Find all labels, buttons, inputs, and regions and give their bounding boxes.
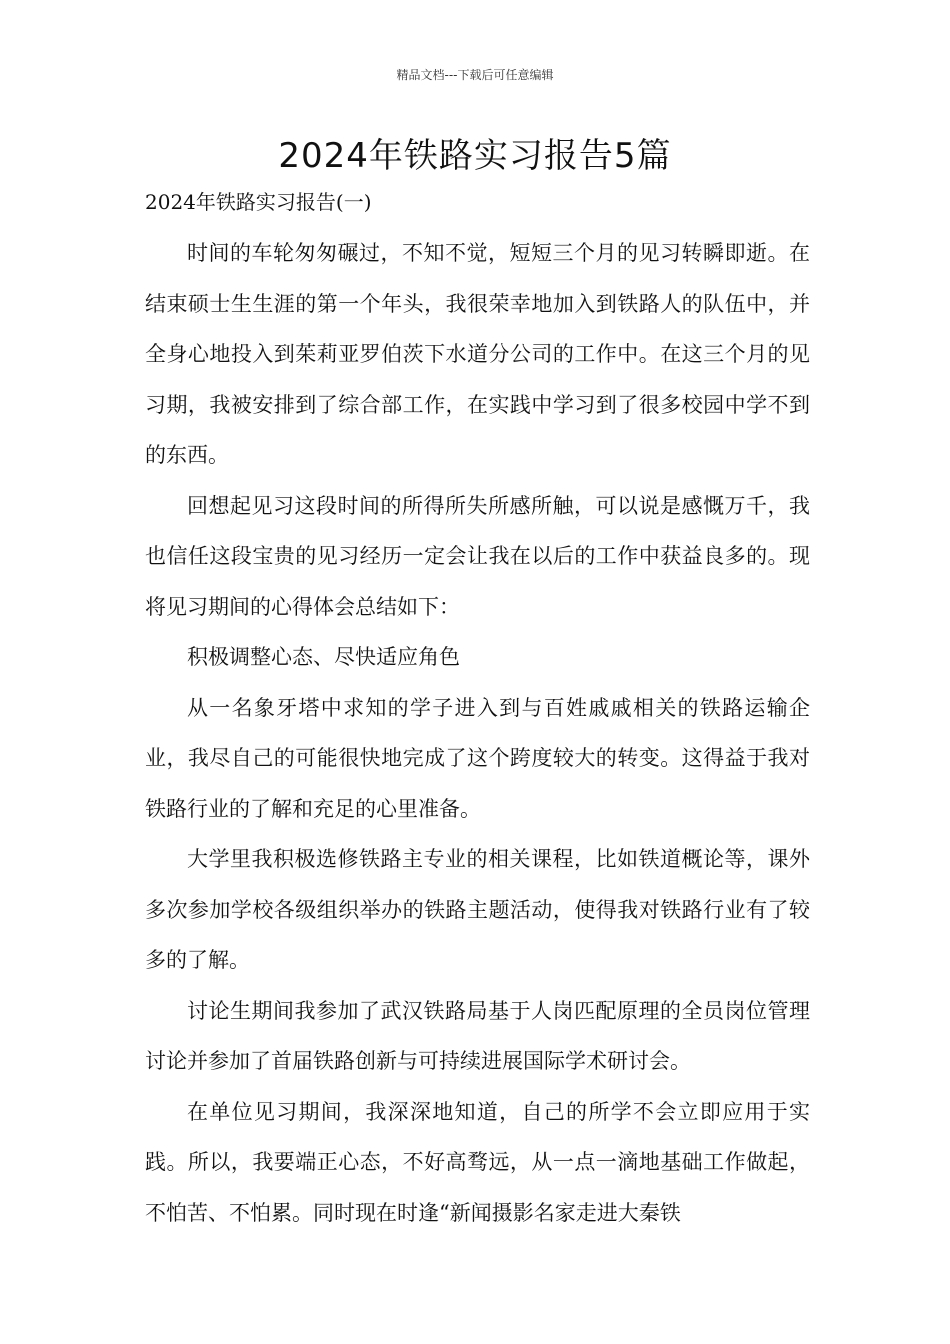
paragraph-2: 回想起见习这段时间的所得所失所感所触，可以说是感慨万千，我也信任这段宝贵的见习经历一定会让我在以后的工作中获益良多的。现将见习期间的心得体会总结如下： xyxy=(145,493,810,619)
section-subtitle: 2024年铁路实习报告(一) xyxy=(145,190,372,214)
paragraph-4: 大学里我积极选修铁路主专业的相关课程，比如铁道概论等，课外多次参加学校各级组织举办的铁路主题活动，使得我对铁路行业有了较多的了解。 xyxy=(145,847,810,972)
paragraph-5: 讨论生期间我参加了武汉铁路局基于人岗匹配原理的全员岗位管理讨论并参加了首届铁路创新与可持续进展国际学术研讨会。 xyxy=(145,998,810,1073)
page-header: 精品文档---下载后可任意编辑 xyxy=(396,68,554,82)
paragraph-1: 时间的车轮匆匆碾过，不知不觉，短短三个月的见习转瞬即逝。在结束硕士生生涯的第一个年头，我很荣幸地加入到铁路人的队伍中，并全身心地投入到茱莉亚罗伯茨下水道分公司的工作中。在这三个月的见习期，我被安排到了综合部工作，在实践中学习到了很多校园中学不到的东西。 xyxy=(145,241,810,467)
paragraph-3: 从一名象牙塔中求知的学子进入到与百姓戚戚相关的铁路运输企业，我尽自己的可能很快地完成了这个跨度较大的转变。这得益于我对铁路行业的了解和充足的心里准备。 xyxy=(145,695,810,821)
section-heading: 积极调整心态、尽快适应角色 xyxy=(187,645,460,669)
document-body xyxy=(145,228,810,1238)
paragraph-6: 在单位见习期间，我深深地知道，自己的所学不会立即应用于实践。所以，我要端正心态，不好高骛远，从一点一滴地基础工作做起，不怕苦、不怕累。同时现在时逢“新闻摄影名家走进大秦铁 xyxy=(145,1099,810,1225)
document-title: 2024年铁路实习报告5篇 xyxy=(278,136,672,176)
